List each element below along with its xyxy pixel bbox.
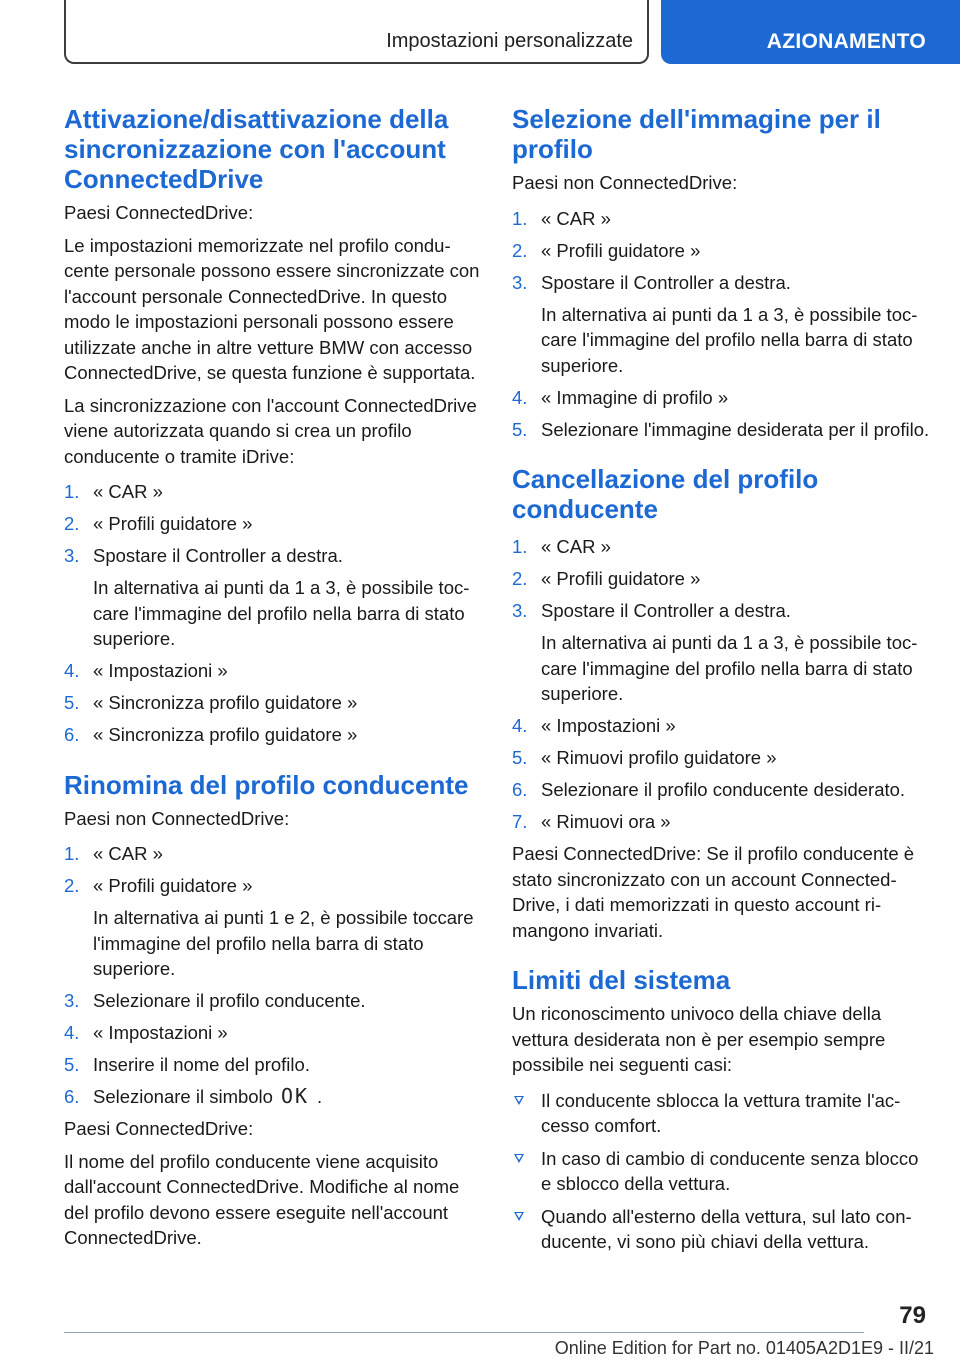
- step-item: [512, 534, 932, 560]
- step-number: 5.: [64, 1054, 80, 1075]
- step-number: 1.: [512, 207, 528, 229]
- step-number: 4.: [64, 660, 80, 681]
- step-item: [64, 1020, 484, 1046]
- header-chapter-label: AZIONAMENTO: [766, 30, 926, 53]
- step-item: [64, 658, 484, 684]
- step-number: 4.: [512, 386, 528, 408]
- step-item: [512, 238, 932, 264]
- step-text: « Impostazioni »: [93, 660, 228, 681]
- ok-symbol-icon: OK: [280, 1084, 310, 1108]
- step-text: « Immagine di profilo »: [541, 386, 729, 408]
- step-text-end: .: [317, 1086, 323, 1107]
- step-note: In alternativa ai punti da 1 a 3, è possibile toccare l'immagine del profilo nella barra di stato superiore.: [541, 632, 918, 704]
- step-item: [512, 566, 932, 592]
- step-number: 1.: [64, 481, 80, 502]
- step-text: Spostare il Controller a destra.: [93, 545, 343, 566]
- step-text: « Sincronizza profilo guidatore »: [93, 724, 358, 745]
- step-number: 4.: [512, 715, 528, 736]
- step-number: 5.: [512, 747, 528, 768]
- step-text: « CAR »: [541, 536, 611, 557]
- step-item: [64, 841, 484, 867]
- step-number: 6.: [64, 724, 80, 745]
- step-text: Selezionare il simbolo: [93, 1086, 273, 1107]
- triangle-bullet-icon: [514, 1096, 524, 1105]
- steps-rename: [64, 841, 484, 1110]
- paragraph: La sincronizzazione con l'account ConnectedDrive viene autorizzata quando si crea un profilo conducente o tramite iDrive:: [64, 394, 477, 467]
- step-item: [512, 206, 932, 232]
- right-column: [512, 104, 932, 1262]
- step-text: « CAR »: [93, 843, 163, 864]
- header-chapter-tab: [661, 0, 960, 64]
- step-text: « Profili guidatore »: [93, 875, 253, 896]
- header-section-box: [64, 0, 649, 64]
- step-item: [64, 873, 484, 982]
- footer-divider: [64, 1332, 864, 1333]
- step-number: 5.: [64, 692, 80, 713]
- paragraph: Il nome del profilo conducente viene acquisito dall'account ConnectedDrive. Modifiche al nome del profilo devono essere eseguite nell'account ConnectedDrive.: [64, 1150, 460, 1248]
- step-text: « Profili guidatore »: [93, 513, 253, 534]
- step-item: [512, 777, 932, 803]
- limits-list: [512, 1088, 932, 1255]
- step-number: 1.: [64, 843, 80, 864]
- paragraph: Paesi non ConnectedDrive:: [512, 172, 738, 193]
- page-number: 79: [899, 1302, 926, 1329]
- step-number: 5.: [512, 418, 528, 440]
- header-section-title: Impostazioni personalizzate: [386, 30, 633, 52]
- step-text: « CAR »: [93, 481, 163, 502]
- step-text: « Sincronizza profilo guidatore »: [93, 692, 358, 713]
- paragraph: Le impostazioni memorizzate nel profilo conducente personale possono essere sincronizzate con l'account personale ConnectedDrive. In questo modo le impostazioni personali possono essere utilizzate anche in altre vetture BMW con accesso ConnectedDrive, se questa funzione è supportata.: [64, 234, 480, 383]
- list-item: [512, 1146, 932, 1197]
- step-text: Spostare il Controller a destra.: [541, 271, 791, 293]
- step-number: 3.: [512, 271, 528, 293]
- paragraph: Un riconoscimento univoco della chiave della vettura desiderata non è per esempio sempre possibile nei seguenti casi:: [512, 1003, 886, 1075]
- paragraph: Paesi ConnectedDrive: Se il profilo conducente è stato sincronizzato con un account ConnectedDrive, i dati memorizzati in questo account rimangono invariati.: [512, 843, 915, 941]
- step-text: « Profili guidatore »: [541, 239, 701, 261]
- step-number: 3.: [512, 600, 528, 621]
- step-text: « Profili guidatore »: [541, 568, 701, 589]
- step-text: Spostare il Controller a destra.: [541, 600, 791, 621]
- step-number: 6.: [64, 1086, 80, 1107]
- list-item-text: Il conducente sblocca la vettura tramite l'accesso comfort.: [541, 1089, 901, 1136]
- step-text: « CAR »: [541, 207, 611, 229]
- left-column: [64, 104, 484, 1258]
- paragraph: Paesi ConnectedDrive:: [64, 202, 254, 223]
- triangle-bullet-icon: [514, 1212, 524, 1221]
- step-number: 4.: [64, 1022, 80, 1043]
- paragraph: Paesi ConnectedDrive:: [64, 1118, 254, 1139]
- step-item: [64, 722, 484, 748]
- list-item: [512, 1088, 932, 1139]
- step-item: [512, 713, 932, 739]
- step-number: 6.: [512, 779, 528, 800]
- step-text: Selezionare l'immagine desiderata per il profilo.: [541, 418, 930, 440]
- step-note: In alternativa ai punti da 1 a 3, è possibile toccare l'immagine del profilo nella barra di stato superiore.: [93, 577, 470, 649]
- step-text: Selezionare il profilo conducente.: [93, 990, 366, 1011]
- step-item: [64, 543, 484, 652]
- step-number: 3.: [64, 990, 80, 1011]
- step-item: [512, 809, 932, 835]
- triangle-bullet-icon: [514, 1154, 524, 1163]
- step-text: Selezionare il profilo conducente desiderato.: [541, 779, 906, 800]
- step-item: [64, 511, 484, 537]
- list-item-text: In caso di cambio di conducente senza blocco e sblocco della vettura.: [541, 1147, 919, 1194]
- step-number: 2.: [64, 513, 80, 534]
- step-text: Inserire il nome del profilo.: [93, 1054, 310, 1075]
- step-item: [64, 479, 484, 505]
- step-note: In alternativa ai punti 1 e 2, è possibile toccare l'immagine del profilo nella barra di stato superiore.: [93, 907, 474, 979]
- step-item: [512, 417, 932, 443]
- heading-sync-account: Attivazione/disattivazione della sincronizzazione con l'account ConnectedDrive: [64, 104, 449, 194]
- step-number: 3.: [64, 545, 80, 566]
- steps-profile-image: [512, 206, 932, 443]
- list-item: [512, 1204, 932, 1255]
- step-item: [64, 988, 484, 1014]
- step-text: « Impostazioni »: [93, 1022, 228, 1043]
- step-item: [512, 270, 932, 379]
- steps-sync: [64, 479, 484, 748]
- step-text: « Impostazioni »: [541, 715, 676, 736]
- heading-rename-profile: Rinomina del profilo conducente: [64, 769, 469, 800]
- step-number: 2.: [64, 875, 80, 896]
- step-number: 2.: [512, 239, 528, 261]
- step-item: [512, 385, 932, 411]
- step-number: 1.: [512, 536, 528, 557]
- step-item: [64, 690, 484, 716]
- step-text: « Rimuovi ora »: [541, 811, 671, 832]
- paragraph: Paesi non ConnectedDrive:: [64, 807, 290, 829]
- step-note: In alternativa ai punti da 1 a 3, è possibile toccare l'immagine del profilo nella barra di stato superiore.: [541, 303, 918, 376]
- step-item: [512, 598, 932, 707]
- heading-system-limits: Limiti del sistema: [512, 965, 731, 995]
- list-item-text: Quando all'esterno della vettura, sul lato conducente, vi sono più chiavi della vettura.: [541, 1205, 912, 1252]
- step-item: [64, 1084, 484, 1110]
- heading-profile-image: Selezione dell'immagine per il profilo: [512, 104, 881, 164]
- footer-edition: Online Edition for Part no. 01405A2D1E9 - II/21: [554, 1338, 934, 1358]
- step-item: [512, 745, 932, 771]
- step-text: « Rimuovi profilo guidatore »: [541, 747, 777, 768]
- steps-delete-profile: [512, 534, 932, 835]
- step-number: 2.: [512, 568, 528, 589]
- step-item: [64, 1052, 484, 1078]
- step-number: 7.: [512, 811, 528, 832]
- heading-delete-profile: Cancellazione del profilo conducente: [512, 464, 819, 524]
